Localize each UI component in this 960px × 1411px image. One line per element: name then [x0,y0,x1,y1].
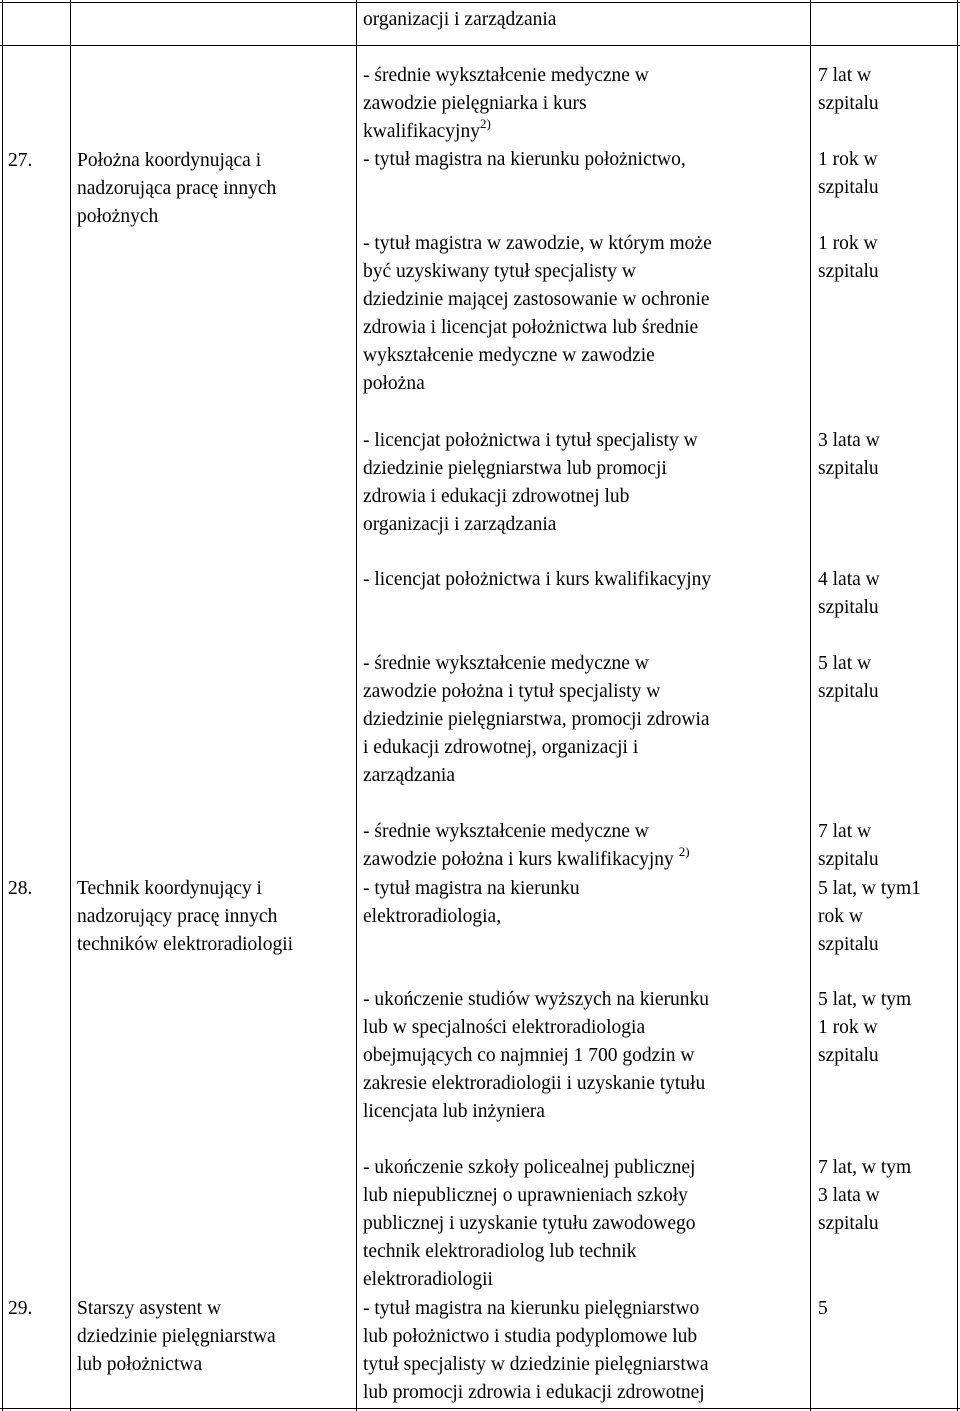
document-page: organizacji i zarządzania 27. Położna koordynująca i nadzorująca pracę innych położnych - średnie wykształcenie medyczne w zawodzie pielęgniarka i kurs kwalifikacyjny$^{2)}$ - tytuł magistra na kierunku położnictwo, - tytuł magistra w zawodzie, w którym może być uzyskiwany tytuł specjalisty w dziedzinie mającej zastosowanie w ochronie zdrowia i licencjat położnictwa lub średnie wykształcenie medyczne w zawodzie położna - licencjat położnictwa i tytuł specjalisty w dziedzinie pielęgniarstwa lub promocji zdrowia i edukacji zdrowotnej lub organizacji i zarządzania - licencjat położnictwa i kurs kwalifikacyjny - średnie wykształcenie medyczne w zawodzie położna i tytuł specjalisty w dziedzinie pielęgniarstwa, promocji zdrowia i edukacji zdrowotnej, organizacji i zarządzania - średnie wykształcenie medyczne w zawodzie położna i kurs kwalifikacyjny $^{2)}$ 7 lat w szpitalu 1 rok w szpitalu 1 rok w szpitalu 3 lata w szpitalu 4 lata w szpitalu 5 lat w szpitalu 7 lat w szpitalu 28. Technik koordynujący i nadzorujący pracę innych techników elektroradiologii - tytuł magistra na kierunku elektroradiologia, - ukończenie studiów wyższych na kierunku lub w specjalności elektroradiologia obejmujących co najmniej 1 700 godzin w zakresie elektroradiologii i uzyskanie tytułu licencjata lub inżyniera - ukończenie szkoły policealnej publicznej lub niepublicznej o uprawnieniach szkoły publicznej i uzyskanie tytułu zawodowego technik elektroradiolog lub technik elektroradiologii 5 lat, w tym1 rok w szpitalu 5 lat, w tym 1 rok w szpitalu 7 lat, w tym 3 lata w szpitalu 29. Starszy asystent w dziedzinie pielęgniarstwa lub położnictwa - tytuł magistra na kierunku pielęgniarstwo lub położnictwo i studia podyplomowe lub tytuł specjalisty w dziedzinie pielęgniarstwa lub promocji zdrowia i edukacji zdrowotnej 5 [0,0,960,1411]
row-number: 29. [8,1298,33,1319]
requirement-text: organizacji i zarządzania [363,9,557,30]
row-divider [0,45,960,46]
row-number: 28. [8,878,33,899]
table-border-right [957,0,958,1411]
column-divider-number [70,0,71,1411]
row-number: 27. [8,150,33,171]
table-border-bottom [0,1408,960,1409]
column-divider-position [356,0,357,1411]
table-border-left [2,0,3,1411]
column-divider-requirements [810,0,811,1411]
table-border-top [0,2,960,3]
